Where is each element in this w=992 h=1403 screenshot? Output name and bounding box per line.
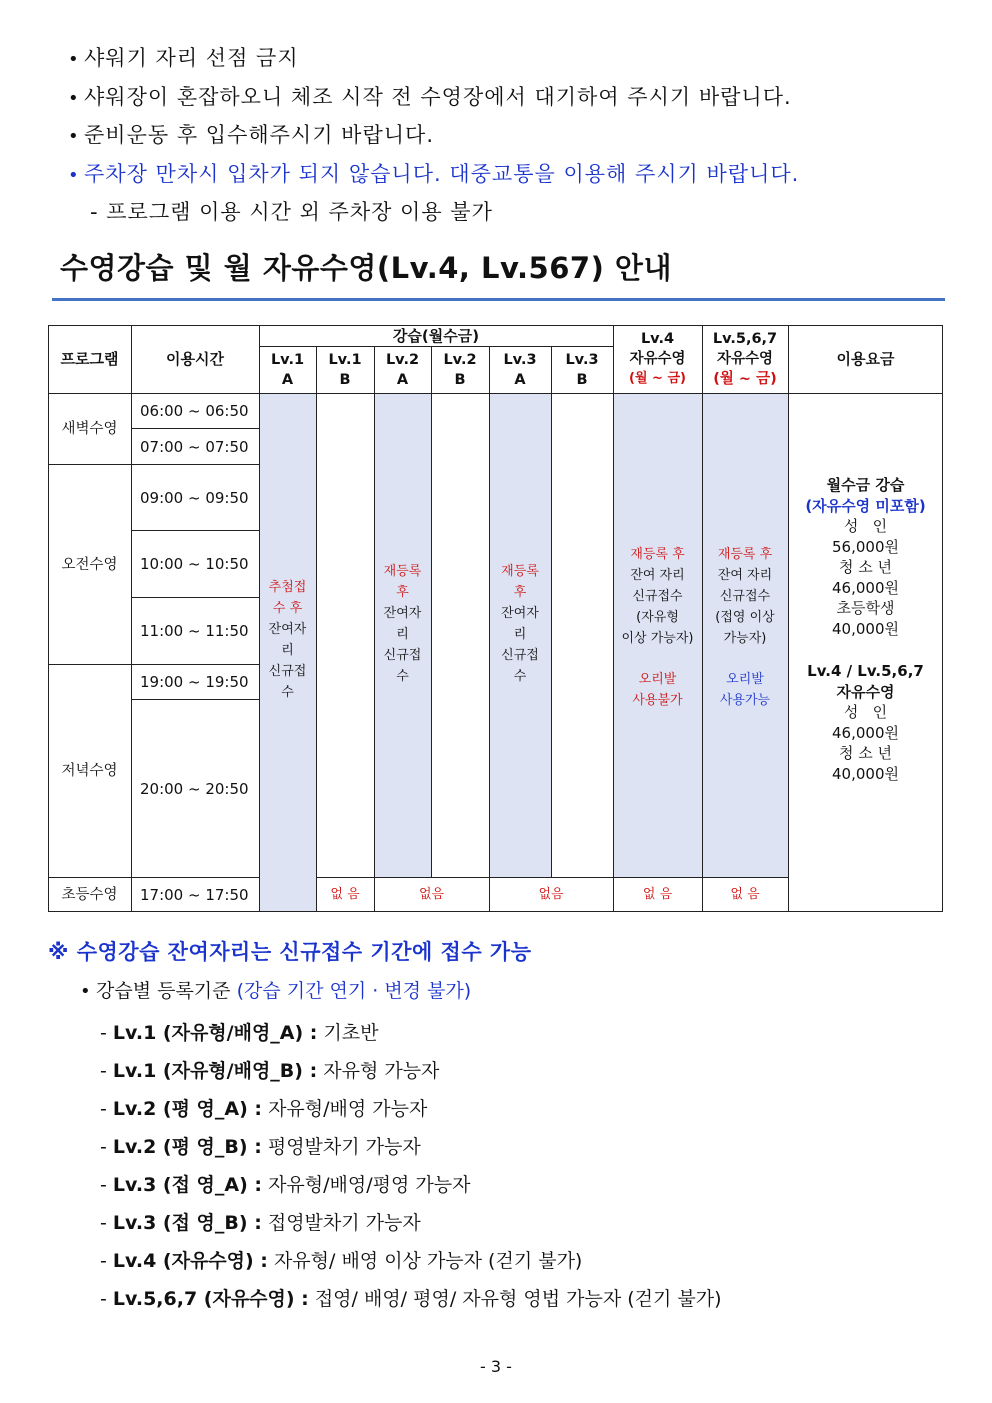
bullet-item: • 샤워기 자리 선점 금지 — [68, 46, 299, 70]
list-item: - Lv.3 (접 영_A) : 자유형/배영/평영 가능자 — [100, 1174, 471, 1196]
section-heading: 수영강습 및 월 자유수영(Lv.4, Lv.567) 안내 — [60, 251, 672, 285]
list-item: - Lv.3 (접 영_B) : 접영발차기 가능자 — [100, 1212, 421, 1234]
sub-bullet: • 강습별 등록기준 (강습 기간 연기 · 변경 불가) — [80, 980, 472, 1002]
header-lv4: Lv.4 자유수영 (월 ~ 금) — [629, 331, 686, 386]
notice-bullets — [68, 40, 799, 232]
program-evening: 저녁수영 — [61, 763, 118, 779]
bullet-sub-item: - 프로그램 이용 시간 외 주차장 이용 불가 — [90, 200, 493, 224]
time-slot: 10:00 ~ 10:50 — [140, 555, 249, 573]
program-kids: 초등수영 — [61, 886, 118, 903]
lv3a-note: 재등록 후 잔여자 리 신규접 수 — [501, 564, 539, 684]
lv1a-note: 추첨접 수 후 잔여자 리 신규접 수 — [268, 580, 307, 700]
kids-lv2-none: 없음 — [418, 887, 445, 902]
bullet-item: • 샤워장이 혼잡하오니 체조 시작 전 수영장에서 대기하여 주시기 바랍니다. — [68, 84, 792, 109]
program-morning: 오전수영 — [61, 556, 118, 573]
list-item: - Lv.4 (자유수영) : 자유형/ 배영 이상 가능자 (걷기 불가) — [100, 1250, 583, 1272]
lv567-note: 재등록 후 잔여 자리 신규접수 (접영 이상 가능자) 오리발 사용가능 — [715, 546, 775, 708]
time-slot: 17:00 ~ 17:50 — [140, 885, 249, 904]
list-item: - Lv.2 (평 영_B) : 평영발차기 가능자 — [100, 1136, 421, 1158]
header-lv3a: Lv.3 A — [503, 351, 537, 388]
header-time: 이용시간 — [166, 350, 224, 368]
header-lv2a: Lv.2 A — [385, 351, 420, 388]
header-lesson: 강습(월수금) — [392, 326, 480, 345]
list-item: - Lv.1 (자유형/배영_B) : 자유형 가능자 — [100, 1060, 440, 1082]
time-slot: 07:00 ~ 07:50 — [140, 437, 249, 456]
time-slot: 11:00 ~ 11:50 — [140, 622, 249, 640]
kids-lv1b-none: 없 음 — [330, 887, 360, 902]
time-slot: 20:00 ~ 20:50 — [140, 779, 249, 798]
bullet-item-parking: • 주차장 만차시 입차가 되지 않습니다. 대중교통을 이용해 주시기 바랍니다. — [68, 161, 800, 186]
time-slot: 06:00 ~ 06:50 — [140, 402, 249, 420]
list-item: - Lv.1 (자유형/배영_A) : 기초반 — [100, 1022, 379, 1044]
fee-info: 월수금 강습 (자유수영 미포함) 성 인 56,000원 청 소 년 46,000원 초등학생 40,000원 Lv.4 / Lv.5,6,7 자유수영 성 인 46,000원 청 소 년 40,000원 — [805, 476, 926, 783]
header-lv2b: Lv.2 B — [443, 351, 477, 388]
kids-lv3-none: 없음 — [538, 887, 564, 902]
time-slot: 09:00 ~ 09:50 — [140, 488, 249, 507]
lv4-note: 재등록 후 잔여 자리 신규접수 (자유형 이상 가능자) 오리발 사용불가 — [621, 546, 694, 708]
list-item: - Lv.2 (평 영_A) : 자유형/배영 가능자 — [100, 1098, 428, 1120]
header-program: 프로그램 — [60, 350, 119, 368]
header-lv3b: Lv.3 B — [565, 351, 599, 388]
header-fee: 이용요금 — [836, 350, 895, 368]
lv2a-note: 재등록 후 잔여자 리 신규접 수 — [383, 564, 422, 684]
list-item: - Lv.5,6,7 (자유수영) : 접영/ 배영/ 평영/ 자유형 영법 가능자 (걷기 불가) — [100, 1288, 722, 1310]
level-criteria-list — [100, 1014, 722, 1318]
header-lv1a: Lv.1 A — [270, 351, 305, 388]
kids-lv4-none: 없 음 — [642, 887, 673, 902]
page-number: - 3 - — [480, 1357, 512, 1376]
heading-underline — [52, 298, 945, 301]
time-slot: 19:00 ~ 19:50 — [140, 673, 249, 691]
header-lv567: Lv.5,6,7 자유수영 (월 ~ 금) — [712, 331, 778, 387]
kids-lv567-none: 없 음 — [730, 887, 760, 902]
schedule-table — [48, 325, 943, 912]
notice-heading: ※ 수영강습 잔여자리는 신규접수 기간에 접수 가능 — [48, 940, 532, 964]
program-dawn: 새벽수영 — [61, 421, 118, 437]
bullet-item: • 준비운동 후 입수해주시기 바랍니다. — [68, 123, 434, 147]
header-lv1b: Lv.1 B — [328, 351, 362, 388]
